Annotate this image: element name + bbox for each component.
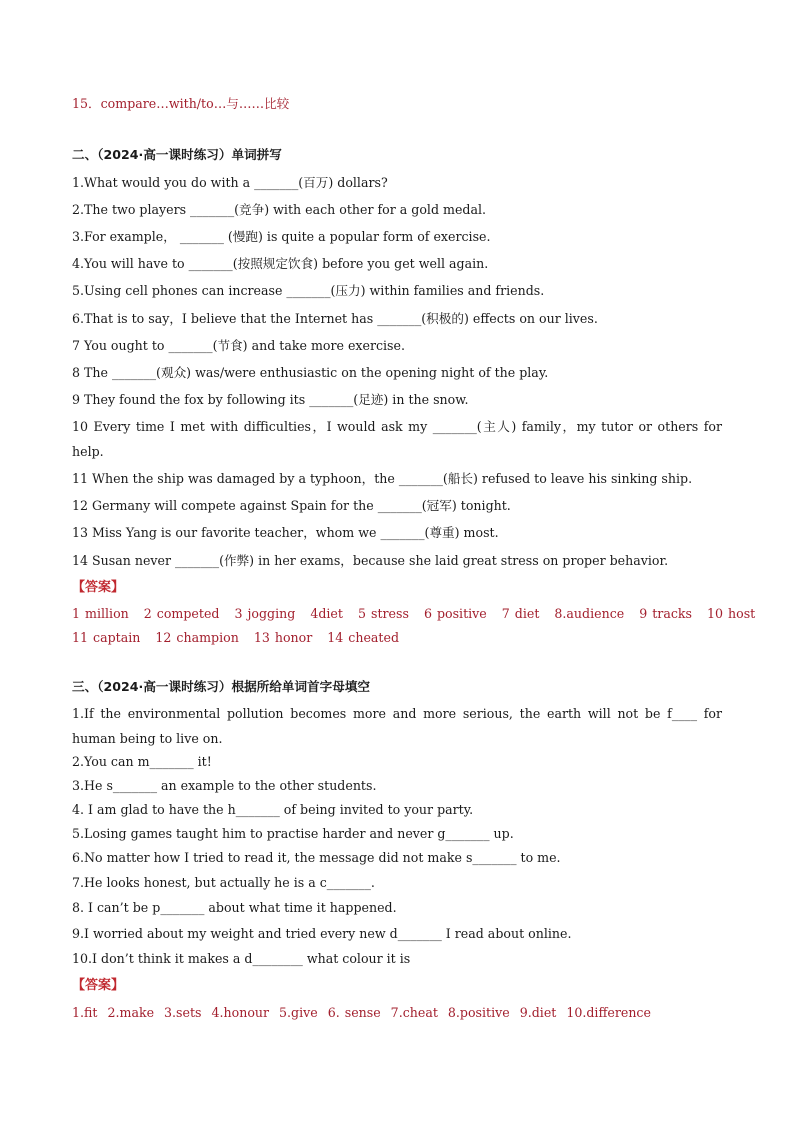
question: 5.Losing games taught him to practise harder and never g_______ up. (72, 826, 514, 841)
question: 9 They found the fox by following its _______(足迹) in the snow. (72, 392, 469, 407)
question: 4.You will have to _______(按照规定饮食) before you get well again. (72, 256, 489, 271)
vocab-item-15: 15．compare…with/to…与……比较 (72, 96, 290, 111)
question: 8 The _______(观众) was/were enthusiastic on the opening night of the play. (72, 365, 549, 380)
question: 2.The two players _______(竞争) with each other for a gold medal. (72, 202, 487, 217)
question: 6.No matter how I tried to read it, the message did not make s_______ to me. (72, 850, 561, 865)
answer: 6 positive (423, 606, 487, 621)
answers-row-2 (72, 630, 722, 646)
answer: 11 captain (72, 630, 141, 645)
question: 8. I can’t be p_______ about what time it happened. (72, 900, 397, 915)
question: 5.Using cell phones can increase _______(压力) within families and friends. (72, 283, 545, 298)
question: 9.I worried about my weight and tried every new d_______ I read about online. (72, 926, 572, 941)
question: 3.For example， _______ (慢跑) is quite a popular form of exercise. (72, 229, 491, 244)
answer: 9 tracks (639, 606, 692, 621)
answer: 14 cheated (327, 630, 400, 645)
section-2-heading: 二、（2024·高一课时练习）单词拼写 (72, 147, 282, 162)
answer: 2 competed (143, 606, 220, 621)
answer: 8.audience (554, 606, 625, 621)
answers-row-1 (72, 606, 756, 622)
answer: 13 honor (253, 630, 313, 645)
answer: 1 million (72, 606, 129, 621)
question: 6.That is to say，I believe that the Internet has _______(积极的) effects on our lives. (72, 311, 598, 326)
section-3-heading: 三、（2024·高一课时练习）根据所给单词首字母填空 (72, 679, 371, 694)
answer: 5 stress (357, 606, 409, 621)
answer: 3 jogging (234, 606, 296, 621)
answer-label: 【答案】 (72, 580, 125, 595)
question: 3.He s_______ an example to the other students. (72, 778, 377, 793)
question: 10 Every time I met with difficulties，I would ask my _______(主人) family，my tutor or others for help. (72, 419, 722, 459)
answer: 7 diet (501, 606, 540, 621)
question: 14 Susan never _______(作弊) in her exams，because she laid great stress on proper behavior. (72, 553, 669, 568)
question: 1.What would you do with a _______(百万) dollars? (72, 175, 388, 190)
answer: 10 host (707, 606, 756, 621)
question: 10.I don’t think it makes a d________ what colour it is (72, 951, 411, 966)
question: 7 You ought to _______(节食) and take more exercise. (72, 338, 405, 353)
question: 11 When the ship was damaged by a typhoon，the _______(船长) refused to leave his sinking ship. (72, 471, 693, 486)
answers-row: 1.fit 2.make 3.sets 4.honour 5.give 6. sense 7.cheat 8.positive 9.diet 10.difference (72, 1005, 651, 1020)
question: 1.If the environmental pollution becomes more and more serious, the earth will not be f____ for human being to live on. (72, 706, 722, 746)
answer: 12 champion (155, 630, 239, 645)
answer: 4diet (310, 606, 343, 621)
question: 13 Miss Yang is our favorite teacher，whom we _______(尊重) most. (72, 525, 499, 540)
question: 7.He looks honest, but actually he is a c_______. (72, 875, 375, 890)
question: 4. I am glad to have the h_______ of being invited to your party. (72, 802, 474, 817)
answer-label: 【答案】 (72, 978, 125, 993)
question: 12 Germany will compete against Spain for the _______(冠军) tonight. (72, 498, 511, 513)
question: 2.You can m_______ it! (72, 754, 212, 769)
